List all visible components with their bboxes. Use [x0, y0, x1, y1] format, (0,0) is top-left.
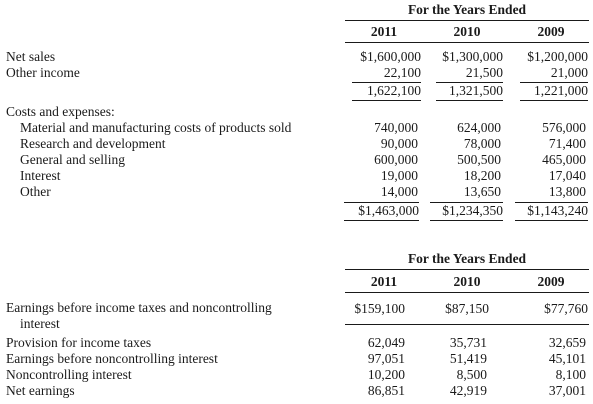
row-label-ebit-line1: Earnings before income taxes and noncontrolling — [6, 300, 272, 315]
table2-year-2010: 2010 — [453, 274, 481, 289]
row-label-provision: Provision for income taxes — [6, 335, 152, 350]
subtotal-under-rule-2009 — [520, 100, 588, 101]
cell-other-2011: 14,000 — [380, 184, 418, 199]
row-label-nci: Noncontrolling interest — [6, 367, 132, 382]
cell-nci-2011: 10,200 — [367, 367, 405, 382]
cell-subtotal-2011: 1,622,100 — [367, 83, 421, 98]
cell-general-2010: 500,500 — [457, 152, 501, 167]
row-label-net-earnings: Net earnings — [6, 383, 75, 398]
cell-earnings-before-nci-2010: 51,419 — [449, 351, 487, 366]
cell-research-2009: 71,400 — [548, 136, 586, 151]
cell-interest-2010: 18,200 — [463, 168, 501, 183]
cell-material-2009: 576,000 — [542, 120, 586, 135]
subtotal-under-rule-2010 — [436, 100, 503, 101]
row-label-research: Research and development — [20, 136, 166, 151]
cost-total-under-rule-2011 — [344, 220, 419, 221]
cell-ebit-2010: $87,150 — [445, 301, 489, 316]
table2-header-rule — [345, 269, 589, 270]
cell-ebit-2009: $77,760 — [544, 301, 588, 316]
subtotal-under-rule-2011 — [352, 100, 421, 101]
cell-interest-2009: 17,040 — [548, 168, 586, 183]
row-label-general-selling: General and selling — [20, 152, 125, 167]
table2-year-2009: 2009 — [537, 274, 565, 289]
cell-material-2010: 624,000 — [457, 120, 501, 135]
table1-header-rule — [345, 20, 589, 21]
cell-general-2009: 465,000 — [542, 152, 586, 167]
table1-year-2011: 2011 — [370, 24, 398, 39]
cell-net-sales-2011: $1,600,000 — [360, 49, 421, 64]
table1-header-title: For the Years Ended — [407, 2, 527, 17]
cell-provision-2009: 32,659 — [548, 335, 586, 350]
cell-subtotal-2010: 1,321,500 — [449, 83, 503, 98]
table1-year-2009: 2009 — [537, 24, 565, 39]
table2-ebit-rule — [345, 324, 589, 325]
cell-other-income-2011: 22,100 — [383, 65, 421, 80]
cell-net-sales-2009: $1,200,000 — [527, 49, 588, 64]
cell-nci-2009: 8,100 — [555, 367, 586, 382]
table2-year-2011: 2011 — [370, 274, 398, 289]
costs-heading: Costs and expenses: — [6, 104, 115, 119]
row-label-other: Other — [20, 184, 51, 199]
cell-net-sales-2010: $1,300,000 — [442, 49, 503, 64]
cost-total-under-rule-2009 — [515, 220, 588, 221]
cell-nci-2010: 8,500 — [456, 367, 487, 382]
cell-net-earnings-2010: 42,919 — [449, 383, 487, 398]
cell-ebit-2011: $159,100 — [354, 301, 405, 316]
cell-earnings-before-nci-2011: 97,051 — [367, 351, 405, 366]
cell-net-earnings-2009: 37,001 — [548, 383, 586, 398]
row-label-other-income: Other income — [6, 65, 80, 80]
cell-other-2010: 13,650 — [463, 184, 501, 199]
cell-material-2011: 740,000 — [374, 120, 418, 135]
row-label-net-sales: Net sales — [6, 49, 56, 64]
cell-research-2011: 90,000 — [380, 136, 418, 151]
table2-year-rule — [345, 292, 589, 293]
row-label-earnings-before-nci: Earnings before noncontrolling interest — [6, 351, 218, 366]
cell-cost-total-2010: $1,234,350 — [442, 203, 503, 218]
row-label-material-costs: Material and manufacturing costs of products sold — [20, 120, 292, 135]
cell-interest-2011: 19,000 — [380, 168, 418, 183]
cell-cost-total-2009: $1,143,240 — [527, 203, 588, 218]
cost-total-under-rule-2010 — [430, 220, 503, 221]
cell-earnings-before-nci-2009: 45,101 — [548, 351, 586, 366]
cell-other-income-2009: 21,000 — [550, 65, 588, 80]
cell-research-2010: 78,000 — [463, 136, 501, 151]
cell-other-income-2010: 21,500 — [465, 65, 503, 80]
cell-other-2009: 13,800 — [548, 184, 586, 199]
cell-provision-2011: 62,049 — [367, 335, 405, 350]
table1-year-2010: 2010 — [453, 24, 481, 39]
row-label-ebit-line2: interest — [20, 316, 60, 331]
cell-cost-total-2011: $1,463,000 — [358, 203, 419, 218]
table2-header-title: For the Years Ended — [407, 251, 527, 266]
row-label-interest: Interest — [20, 168, 61, 183]
cell-net-earnings-2011: 86,851 — [367, 383, 405, 398]
cell-provision-2010: 35,731 — [449, 335, 487, 350]
cell-subtotal-2009: 1,221,000 — [534, 83, 588, 98]
cell-general-2011: 600,000 — [374, 152, 418, 167]
table1-year-rule — [345, 42, 589, 43]
